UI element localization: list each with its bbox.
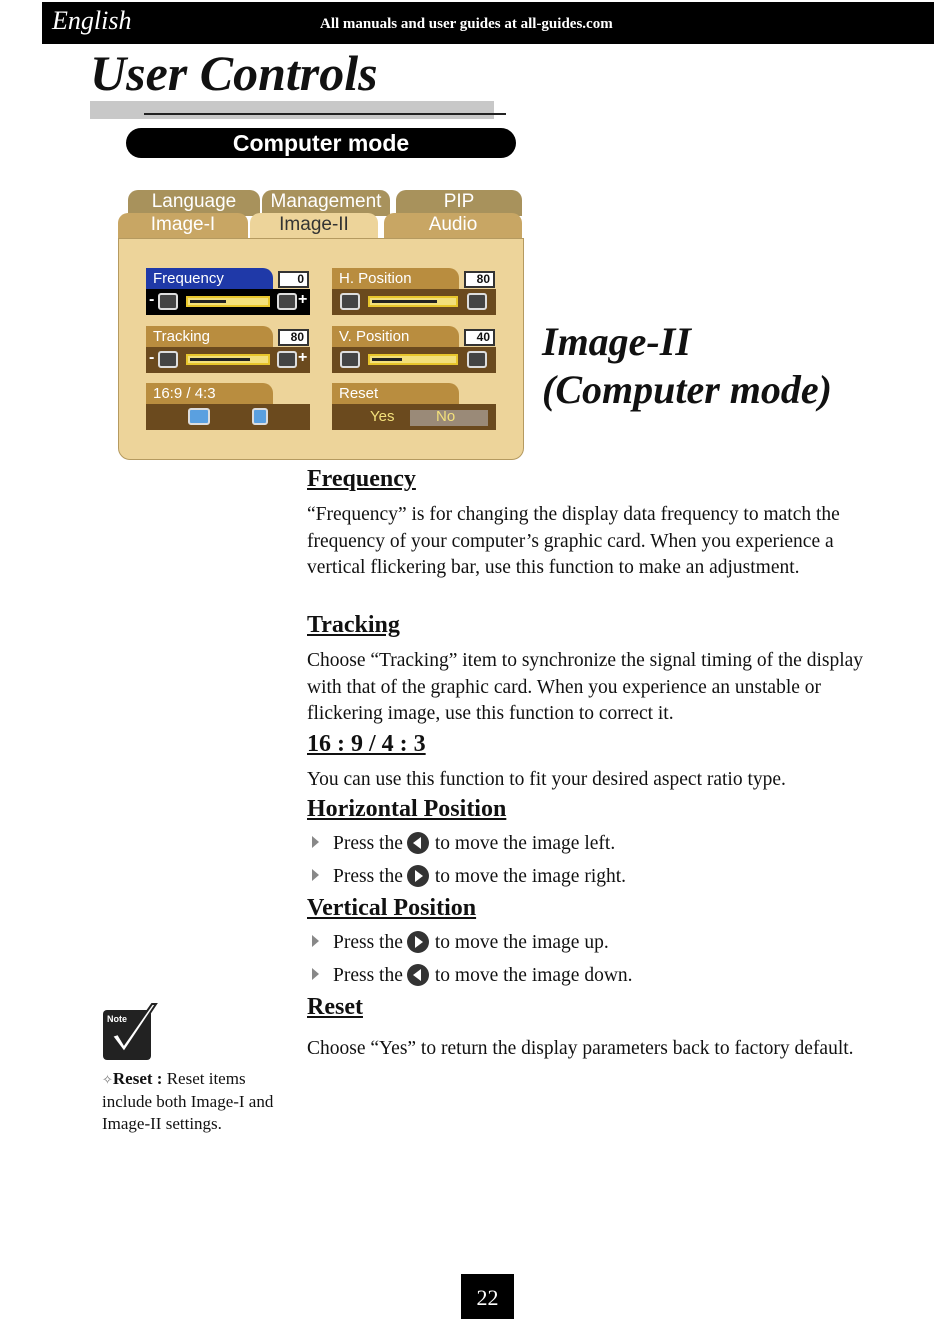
v-position-value: 40 [464,329,495,346]
tracking-value: 80 [278,329,309,346]
page-number: 22 [461,1274,514,1319]
mode-pill: Computer mode [126,128,516,158]
widescreen-icon [188,408,210,425]
h-position-title: Horizontal Position [307,796,507,822]
left-arrow-button-icon [407,964,429,986]
move-down-icon [340,351,360,368]
osd-panel [118,238,524,460]
section-heading-line2: (Computer mode) [542,367,832,412]
tracking-text: Choose “Tracking” item to synchronize the signal timing of the display with that of the graphic card. When you experience an unstable or flickering image, use this function to correct it. [307,650,864,724]
v-position-control [332,347,496,373]
reset-yes: Yes [370,408,395,425]
note-bullet-icon: ✧ [102,1072,113,1087]
frequency-title: Frequency [307,466,416,492]
reset-label: Reset [332,383,459,404]
note-icon-label: Note [107,1014,127,1024]
tab-image-i: Image-I [118,213,248,239]
language-label: English [52,6,132,35]
aspect-label: 16:9 / 4:3 [146,383,273,404]
frequency-control [146,289,310,315]
tab-image-ii: Image-II [250,213,378,239]
aspect-text: You can use this function to fit your desired aspect ratio type. [307,769,786,790]
left-arrow-button-icon [407,832,429,854]
move-up-icon [467,351,487,368]
tracking-plus-icon [277,351,297,368]
note-bold-label: Reset : [112,1069,163,1088]
tab-pip: PIP [396,190,522,216]
frequency-value: 0 [278,271,309,288]
note-checkmark-icon [102,1002,160,1062]
tracking-control [146,347,310,373]
h-position-bar [368,296,458,307]
right-arrow-button-icon [407,865,429,887]
v-position-bar [368,354,458,365]
aspect-title: 16 : 9 / 4 : 3 [307,731,426,757]
tab-language: Language [128,190,260,216]
note-body: Reset items include both Image-I and Image-II settings. [102,1069,274,1133]
bullet-text: Press the [333,866,403,887]
note-text [102,1068,282,1135]
frequency-minus-icon [158,293,178,310]
bullet-text: to move the image down. [434,965,633,986]
h-position-label: H. Position [332,268,459,289]
tracking-bar-fill [190,358,250,361]
bullet-arrow-icon [312,968,319,980]
reset-title: Reset [307,994,363,1020]
reset-control [332,404,496,430]
bullet-arrow-icon [312,935,319,947]
frequency-label: Frequency [146,268,273,289]
section-heading-line1: Image-II [542,319,691,364]
bullet-text: to move the image left. [434,833,616,854]
bullet-text: Press the [333,932,403,953]
tracking-title: Tracking [307,612,400,638]
aspect-control [146,404,310,430]
tracking-minus-icon [158,351,178,368]
header-bar [42,2,934,44]
tab-audio: Audio [384,213,522,239]
list-item [312,832,615,855]
frequency-bar [186,296,270,307]
reset-no: No [436,408,456,425]
move-left-icon [340,293,360,310]
bullet-arrow-icon [312,869,319,881]
move-right-icon [467,293,487,310]
h-position-value: 80 [464,271,495,288]
bullet-text: Press the [333,833,403,854]
title-underbar [90,101,494,119]
minus-sign: - [149,291,155,308]
v-position-bar-fill [372,358,402,361]
v-position-title: Vertical Position [307,895,477,921]
bullet-text: Press the [333,965,403,986]
osd-menu [118,188,524,460]
title-underline [144,113,506,115]
page-title: User Controls [90,45,378,101]
list-item [312,931,609,954]
bullet-text: to move the image up. [434,932,609,953]
list-item [312,865,626,888]
plus-sign: + [298,291,308,308]
v-position-label: V. Position [332,326,459,347]
tracking-bar [186,354,270,365]
minus-sign: - [149,349,155,366]
frequency-bar-fill [190,300,226,303]
standard-screen-icon [252,408,268,425]
frequency-text: “Frequency” is for changing the display data frequency to match the frequency of your computer’s graphic card. When you experience a vertical flickering bar, use this function to make an adjustment. [307,504,840,578]
reset-text: Choose “Yes” to return the display parameters back to factory default. [307,1038,854,1059]
tracking-label: Tracking [146,326,273,347]
bullet-arrow-icon [312,836,319,848]
h-position-bar-fill [372,300,437,303]
right-arrow-button-icon [407,931,429,953]
bullet-text: to move the image right. [434,866,627,887]
frequency-plus-icon [277,293,297,310]
tab-management: Management [262,190,390,216]
h-position-control [332,289,496,315]
list-item [312,964,633,987]
plus-sign: + [298,349,308,366]
site-credit: All manuals and user guides at all-guides.com [320,16,613,32]
section-heading [542,318,832,414]
